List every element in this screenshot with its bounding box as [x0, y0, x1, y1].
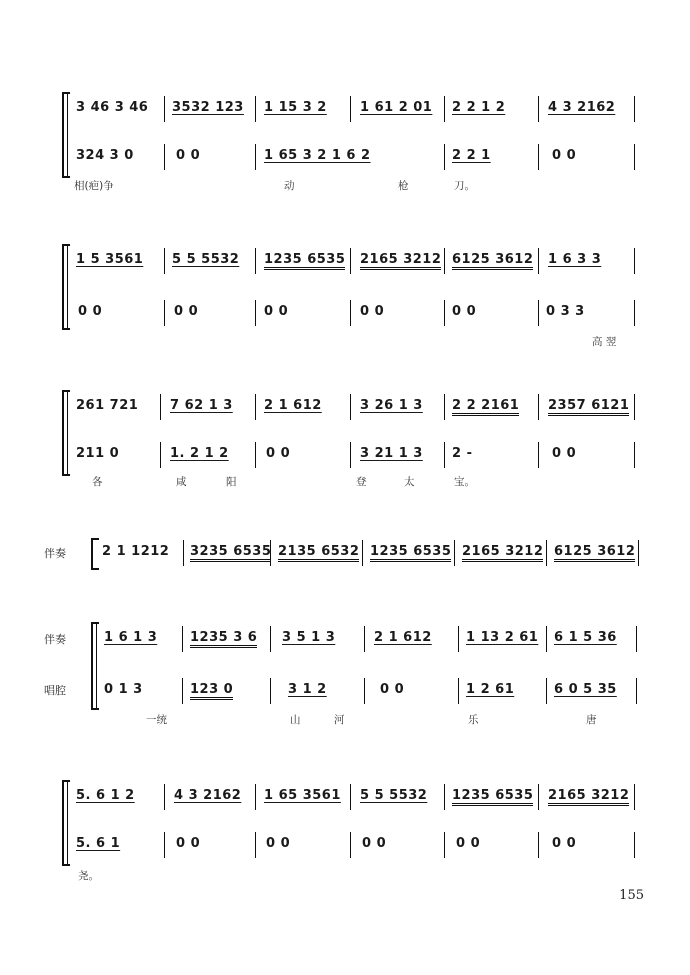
barline: [538, 248, 539, 274]
barline: [458, 626, 459, 652]
measure: 0 0: [266, 836, 291, 851]
measure: 2 1 612: [264, 398, 322, 413]
system-brace-inner: [96, 622, 97, 710]
instrument-label: 伴奏: [44, 547, 66, 560]
measure: 6125 3612: [452, 252, 533, 270]
measure: 6125 3612: [554, 544, 635, 562]
system-1: [0, 88, 690, 198]
barline: [538, 832, 539, 858]
barline: [255, 784, 256, 810]
measure: 2 2 2161: [452, 398, 519, 416]
measure: 261 721: [76, 398, 139, 413]
measure: 1 61 2 01: [360, 100, 433, 115]
measure: 2165 3212: [462, 544, 543, 562]
barline: [538, 144, 539, 170]
measure: 1235 6535: [264, 252, 345, 270]
measure: 3235 6535: [190, 544, 271, 562]
barline: [255, 442, 256, 468]
system-3: [0, 386, 690, 496]
barline: [164, 144, 165, 170]
measure: 0 0: [266, 446, 291, 461]
barline: [160, 442, 161, 468]
measure: 0 1 3: [104, 682, 143, 697]
barline: [164, 300, 165, 326]
measure: 2135 6532: [278, 544, 359, 562]
measure: 123 0: [190, 682, 233, 700]
instrument-label-vocal: 唱腔: [44, 684, 66, 697]
measure: 7 62 1 3: [170, 398, 233, 413]
measure: 0 0: [176, 148, 201, 163]
measure: 0 0: [380, 682, 405, 697]
measure: 1 65 3 2 1 6 2: [264, 148, 371, 163]
barline: [444, 442, 445, 468]
measure: 6 0 5 35: [554, 682, 617, 697]
measure: 4 3 2162: [548, 100, 616, 115]
barline: [444, 784, 445, 810]
barline: [538, 784, 539, 810]
measure: 2165 3212: [360, 252, 441, 270]
barline: [350, 832, 351, 858]
measure: 1 13 2 61: [466, 630, 539, 645]
barline: [364, 678, 365, 704]
barline: [634, 300, 635, 326]
measure: 5. 6 1: [76, 836, 121, 851]
lyric: 枪: [398, 180, 409, 192]
measure: 2 1 1212: [102, 544, 170, 559]
measure: 0 0: [360, 304, 385, 319]
lyric: 咸: [176, 476, 187, 488]
measure: 2165 3212: [548, 788, 629, 806]
measure: 0 0: [552, 836, 577, 851]
barline: [634, 144, 635, 170]
measure: 0 0: [456, 836, 481, 851]
measure: 1235 6535: [370, 544, 451, 562]
measure: 1. 2 1 2: [170, 446, 229, 461]
lyric: 太: [404, 476, 415, 488]
measure: 3 21 1 3: [360, 446, 423, 461]
barline: [255, 96, 256, 122]
measure: 0 0: [78, 304, 103, 319]
barline: [444, 832, 445, 858]
system-brace: [62, 92, 70, 178]
barline: [634, 394, 635, 420]
lyric: 各: [92, 476, 103, 488]
lyric: 尧。: [78, 870, 99, 882]
barline: [636, 678, 637, 704]
barline: [444, 248, 445, 274]
lyric: 宝。: [454, 476, 475, 488]
system-brace-inner: [67, 390, 68, 476]
barline: [444, 144, 445, 170]
measure: 5 5 5532: [172, 252, 240, 267]
barline: [350, 442, 351, 468]
barline: [634, 96, 635, 122]
barline: [270, 626, 271, 652]
lyric: 山: [290, 714, 301, 726]
barline: [164, 784, 165, 810]
measure: 5 5 5532: [360, 788, 428, 803]
measure: 0 0: [176, 836, 201, 851]
system-brace: [62, 244, 70, 330]
barline: [634, 442, 635, 468]
lyric: 一统: [146, 714, 167, 726]
barline: [183, 540, 184, 566]
lyric: 登: [356, 476, 367, 488]
barline: [634, 784, 635, 810]
barline: [538, 394, 539, 420]
barline: [255, 144, 256, 170]
measure: 3 26 1 3: [360, 398, 423, 413]
barline: [538, 96, 539, 122]
barline: [444, 300, 445, 326]
system-brace: [91, 622, 99, 710]
measure: 0 0: [552, 148, 577, 163]
barline: [350, 300, 351, 326]
lyric: 河: [334, 714, 345, 726]
system-brace-inner: [67, 92, 68, 178]
barline: [636, 626, 637, 652]
measure: 0 0: [362, 836, 387, 851]
measure: 1 6 1 3: [104, 630, 158, 645]
measure: 0 0: [174, 304, 199, 319]
measure: 0 3 3: [546, 304, 585, 319]
barline: [538, 442, 539, 468]
lyric: 唐: [586, 714, 597, 726]
barline: [255, 394, 256, 420]
measure: 0 0: [552, 446, 577, 461]
lyric: 刀。: [454, 180, 475, 192]
measure: 1235 3 6: [190, 630, 257, 648]
system-5: [0, 618, 690, 738]
barline: [350, 248, 351, 274]
measure: 0 0: [264, 304, 289, 319]
measure: 2 1 612: [374, 630, 432, 645]
barline: [270, 678, 271, 704]
measure: 2 2 1 2: [452, 100, 506, 115]
instrument-label-accompaniment: 伴奏: [44, 633, 66, 646]
barline: [546, 626, 547, 652]
measure: 0 0: [452, 304, 477, 319]
barline: [454, 540, 455, 566]
barline: [546, 678, 547, 704]
barline: [160, 394, 161, 420]
barline: [638, 540, 639, 566]
barline: [458, 678, 459, 704]
measure: 1 5 3561: [76, 252, 144, 267]
lyric: 相(疤)争: [74, 180, 114, 192]
barline: [538, 300, 539, 326]
barline: [350, 394, 351, 420]
barline: [444, 394, 445, 420]
measure: 6 1 5 36: [554, 630, 617, 645]
barline: [634, 248, 635, 274]
measure: 1235 6535: [452, 788, 533, 806]
barline: [634, 832, 635, 858]
barline: [164, 96, 165, 122]
measure: 211 0: [76, 446, 120, 461]
measure: 3 46 3 46: [76, 100, 149, 115]
barline: [255, 832, 256, 858]
lyric: 阳: [226, 476, 237, 488]
barline: [255, 248, 256, 274]
measure: 5. 6 1 2: [76, 788, 135, 803]
barline: [364, 626, 365, 652]
measure: 3 5 1 3: [282, 630, 336, 645]
measure: 2 2 1: [452, 148, 491, 163]
barline: [350, 96, 351, 122]
system-brace: [62, 780, 70, 866]
lyric: 高 翌: [592, 336, 617, 348]
measure: 3532 123: [172, 100, 244, 115]
lyric: 动: [284, 180, 295, 192]
system-brace-inner: [67, 244, 68, 330]
barline: [182, 626, 183, 652]
barline: [270, 540, 271, 566]
barline: [350, 784, 351, 810]
measure: 1 15 3 2: [264, 100, 327, 115]
page-number: 155: [619, 888, 644, 903]
measure: 2 -: [452, 446, 473, 461]
measure: 324 3 0: [76, 148, 134, 163]
measure: 1 6 3 3: [548, 252, 602, 267]
measure: 1 65 3561: [264, 788, 341, 803]
system-brace: [62, 390, 70, 476]
system-brace-inner: [67, 780, 68, 866]
system-2: [0, 240, 690, 350]
system-brace: [91, 538, 99, 570]
measure: 4 3 2162: [174, 788, 242, 803]
measure: 3 1 2: [288, 682, 327, 697]
barline: [546, 540, 547, 566]
measure: 2357 6121: [548, 398, 629, 416]
barline: [164, 248, 165, 274]
barline: [255, 300, 256, 326]
system-4: [0, 532, 690, 572]
system-6: [0, 776, 690, 886]
measure: 1 2 61: [466, 682, 515, 697]
barline: [182, 678, 183, 704]
barline: [362, 540, 363, 566]
barline: [164, 832, 165, 858]
lyric: 乐: [468, 714, 479, 726]
barline: [444, 96, 445, 122]
